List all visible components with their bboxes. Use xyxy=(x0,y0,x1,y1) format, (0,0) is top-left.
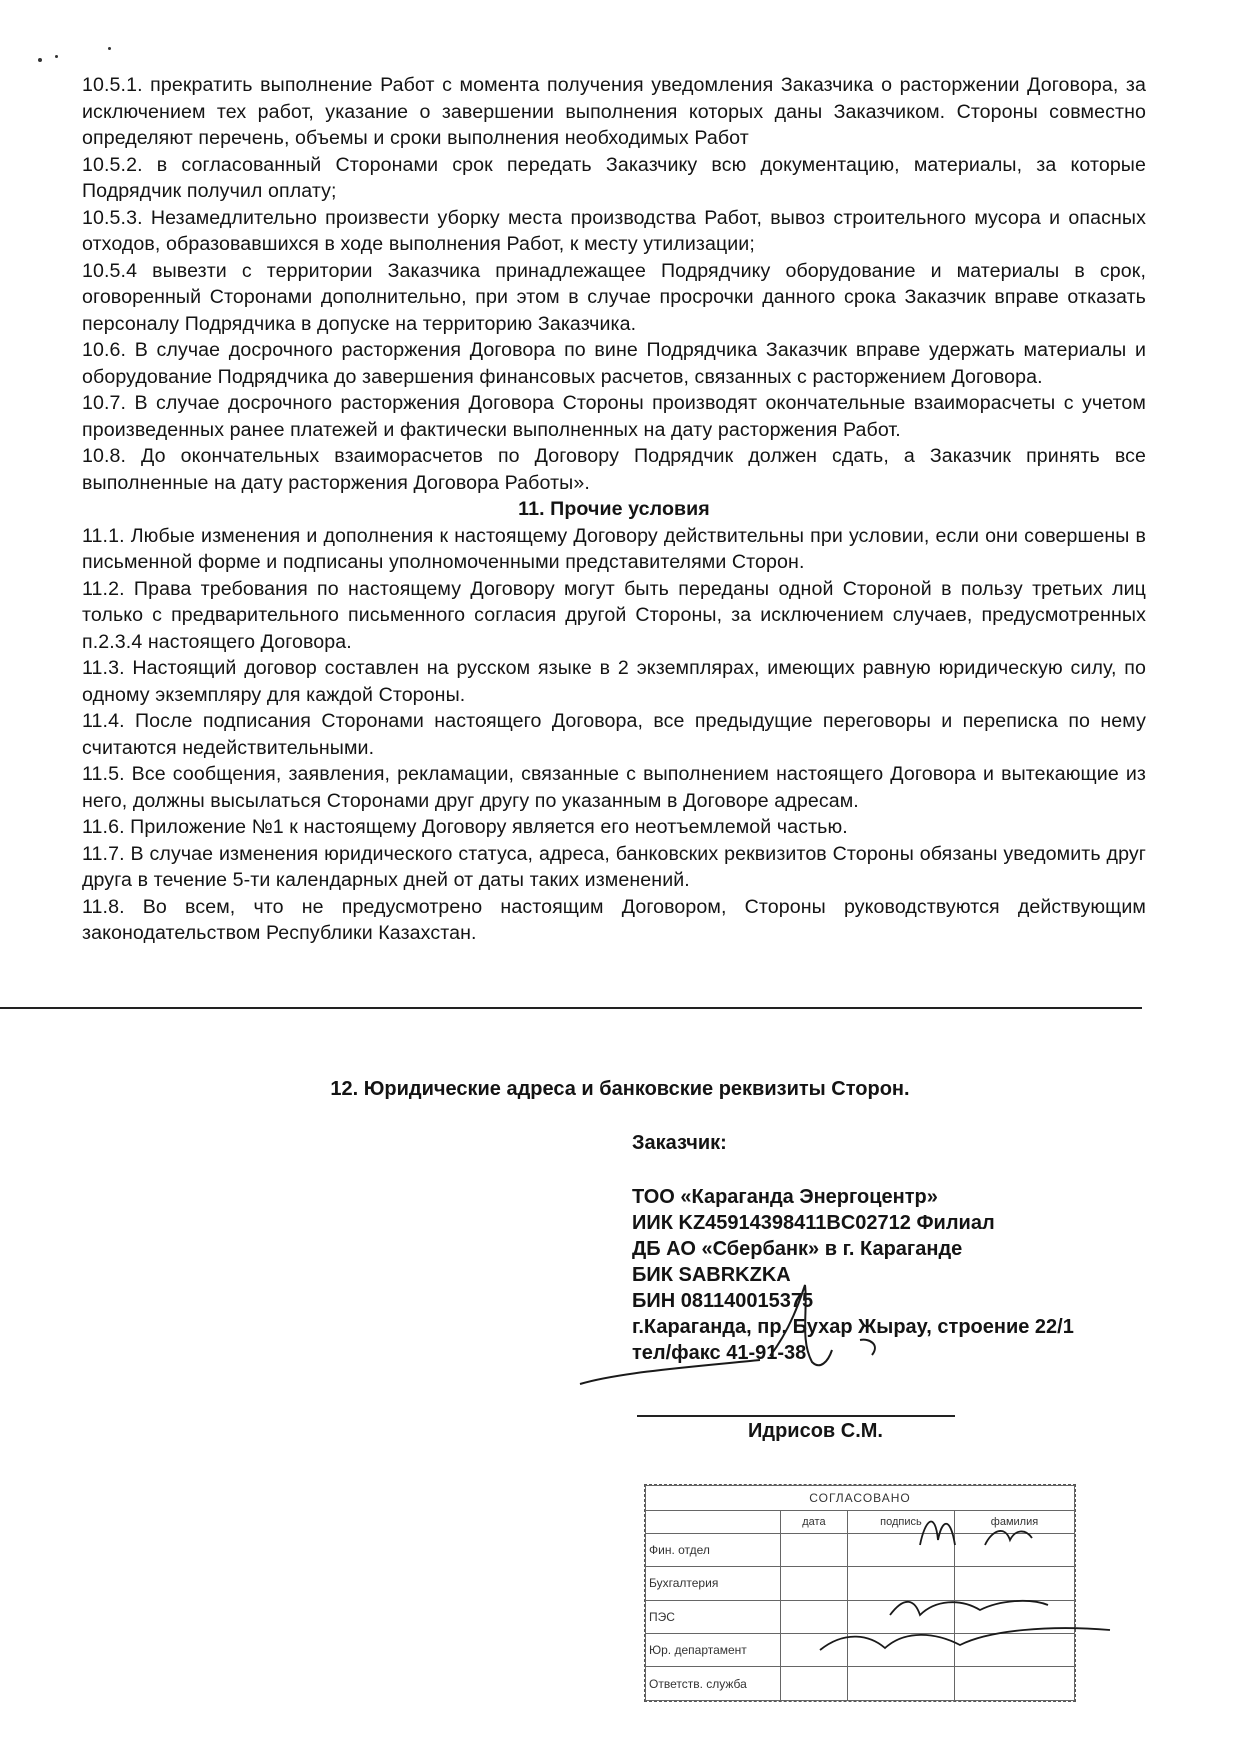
approval-row-label: Фин. отдел xyxy=(646,1533,781,1566)
approval-row-label: Юр. департамент xyxy=(646,1633,781,1666)
clause-10-6: 10.6. В случае досрочного расторжения Договора по вине Подрядчика Заказчик вправе удержать материалы и оборудование Подрядчика до завершения финансовых расчетов, связанных с расторжением Договора. xyxy=(82,339,1146,388)
section-12-heading: 12. Юридические адреса и банковские реквизиты Сторон. xyxy=(330,1078,910,1100)
address-line: г.Караганда, пр. Бухар Жырау, строение 22/1 xyxy=(632,1316,1074,1338)
bin-line: БИН 081140015375 xyxy=(632,1290,814,1312)
clause-10-5-1: 10.5.1. прекратить выполнение Работ с момента получения уведомления Заказчика о расторжении Договора, за исключением тех работ, указание о завершении выполнения которых даны Заказчиком. Стороны совместно определяют перечень, объемы и сроки выполнения необходимых Работ xyxy=(82,74,1146,149)
clause-11-7: 11.7. В случае изменения юридического статуса, адреса, банковских реквизитов Стороны обязаны уведомить друг друга в течение 5-ти календарных дней от даты таких изменений. xyxy=(82,842,1146,891)
company-name: ТОО «Караганда Энергоцентр» xyxy=(632,1186,938,1208)
approval-col-signature: подпись xyxy=(847,1510,954,1533)
clause-11-3: 11.3. Настоящий договор составлен на русском языке в 2 экземплярах, имеющих равную юридическую силу, по одному экземпляру для каждой Стороны. xyxy=(82,657,1146,706)
approval-col-date: дата xyxy=(781,1510,848,1533)
approval-row-label: Бухгалтерия xyxy=(646,1567,781,1600)
approval-row-label: ПЭС xyxy=(646,1600,781,1633)
clause-11-5: 11.5. Все сообщения, заявления, рекламации, связанные с выполнением настоящего Договора и вытекающие из него, должны высылаться Сторонами друг другу по указанным в Договоре адресам. xyxy=(82,763,1146,812)
clause-11-1: 11.1. Любые изменения и дополнения к настоящему Договору действительны при условии, если они совершены в письменной форме и подписаны уполномоченными представителями Сторон. xyxy=(82,524,1146,573)
clause-10-5-2: 10.5.2. в согласованный Сторонами срок передать Заказчику всю документацию, материалы, за которые Подрядчик получил оплату; xyxy=(82,153,1146,202)
clause-11-6: 11.6. Приложение №1 к настоящему Договору является его неотъемлемой частью. xyxy=(82,816,848,838)
clause-10-7: 10.7. В случае досрочного расторжения Договора Стороны производят окончательные взаиморасчеты с учетом произведенных ранее платежей и фактически выполненных на дату расторжения Работ. xyxy=(82,392,1146,441)
clause-11-4: 11.4. После подписания Сторонами настоящего Договора, все предыдущие переговоры и переписка по нему считаются недействительными. xyxy=(82,710,1146,759)
approval-col-surname: фамилия xyxy=(955,1510,1075,1533)
iik-line: ИИК KZ45914398411BC02712 Филиал xyxy=(632,1212,995,1234)
section-11-heading: 11. Прочие условия xyxy=(518,498,710,520)
party-role: Заказчик: xyxy=(632,1132,727,1154)
bank-line: ДБ АО «Сбербанк» в г. Караганде xyxy=(632,1238,963,1260)
bik-line: БИК SABRKZKA xyxy=(632,1264,791,1286)
signer-name: Идрисов С.М. xyxy=(748,1420,883,1442)
clause-10-5-3: 10.5.3. Незамедлительно произвести уборку места производства Работ, вывоз строительного мусора и опасных отходов, образовавшихся в ходе выполнения Работ, к месту утилизации; xyxy=(82,206,1146,255)
approval-title: СОГЛАСОВАНО xyxy=(646,1486,1075,1511)
approval-signature-2 xyxy=(890,1601,1048,1615)
approval-signature-3 xyxy=(820,1628,1110,1650)
clause-11-8: 11.8. Во всем, что не предусмотрено настоящим Договором, Стороны руководствуются действующим законодательством Республики Казахстан. xyxy=(82,895,1146,944)
approval-row-label: Ответств. служба xyxy=(646,1667,781,1701)
director-signature xyxy=(580,1285,875,1384)
clause-10-8: 10.8. До окончательных взаиморасчетов по Договору Подрядчик должен сдать, а Заказчик принять все выполненные на дату расторжения Договора Работы». xyxy=(82,445,1146,494)
phone-line: тел/факс 41-91-38 xyxy=(632,1342,807,1364)
clause-10-5-4: 10.5.4 вывезти с территории Заказчика принадлежащее Подрядчику оборудование и материалы в срок, оговоренный Сторонами дополнительно, при этом в случае просрочки данного срока Заказчик вправе отказать персоналу Подрядчика в допуске на территорию Заказчика. xyxy=(82,259,1146,335)
approval-signature-1 xyxy=(920,1521,1032,1545)
clause-11-2: 11.2. Права требования по настоящему Договору могут быть переданы одной Стороной в пользу третьих лиц только с предварительного письменного согласия другой Стороны, за исключением случаев, предусмотренных п.2.3.4 настоящего Договора. xyxy=(82,577,1146,653)
